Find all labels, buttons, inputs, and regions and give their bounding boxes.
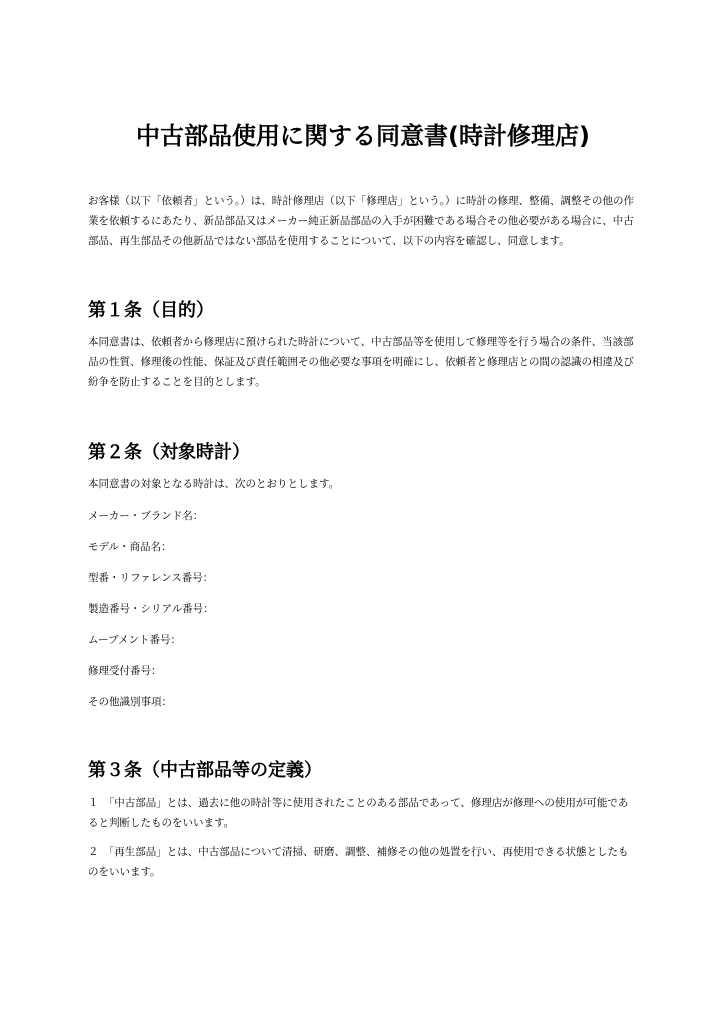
- field-serial-number: 製造番号・シリアル番号：: [88, 603, 214, 615]
- article-1: [88, 298, 638, 392]
- article-1-heading: 第１条（目的）: [88, 300, 214, 321]
- intro-paragraph: お客様（以下「依頼者」という。）は、時計修理店（以下「修理店」という。）に時計の修理、整備、調整その他の作業を依頼するにあたり、新品部品又はメーカー純正新品部品の入手が困難である場合その他必要がある場合に、中古部品、再生部品その他新品ではない部品を使用することについて、以下の内容を確認し、同意します。: [88, 195, 634, 247]
- article-3: [88, 758, 638, 882]
- article-2-heading: 第２条（対象時計）: [88, 442, 250, 463]
- article-3-item-2: ２ 「再生部品」とは、中古部品について清掃、研磨、調整、補修その他の処置を行い、再使用できる状態としたものをいいます。: [88, 846, 629, 878]
- field-maker-brand: メーカー・ブランド名：: [88, 510, 204, 522]
- article-3-item-1: １ 「中古部品」とは、過去に他の時計等に使用されたことのある部品であって、修理店が修理への使用が可能であると判断したものをいいます。: [88, 797, 629, 829]
- article-1-body: 本同意書は、依頼者から修理店に預けられた時計について、中古部品等を使用して修理等を行う場合の条件、当該部品の性質、修理後の性能、保証及び責任範囲その他必要な事項を明確にし、依頼者と修理店との間の認識の相違及び紛争を防止することを目的とします。: [88, 336, 634, 388]
- article-3-heading: 第３条（中古部品等の定義）: [88, 760, 322, 781]
- field-other-identification: その他識別事項：: [88, 696, 172, 708]
- article-2: [88, 440, 638, 712]
- field-reference-number: 型番・リファレンス番号：: [88, 572, 214, 584]
- article-2-body: 本同意書の対象となる時計は、次のとおりとします。: [88, 478, 340, 490]
- field-model-name: モデル・商品名：: [88, 541, 172, 553]
- document-title: 中古部品使用に関する同意書(時計修理店): [136, 122, 590, 150]
- field-movement-number: ムーブメント番号：: [88, 634, 182, 646]
- field-repair-receipt-number: 修理受付番号：: [88, 665, 162, 677]
